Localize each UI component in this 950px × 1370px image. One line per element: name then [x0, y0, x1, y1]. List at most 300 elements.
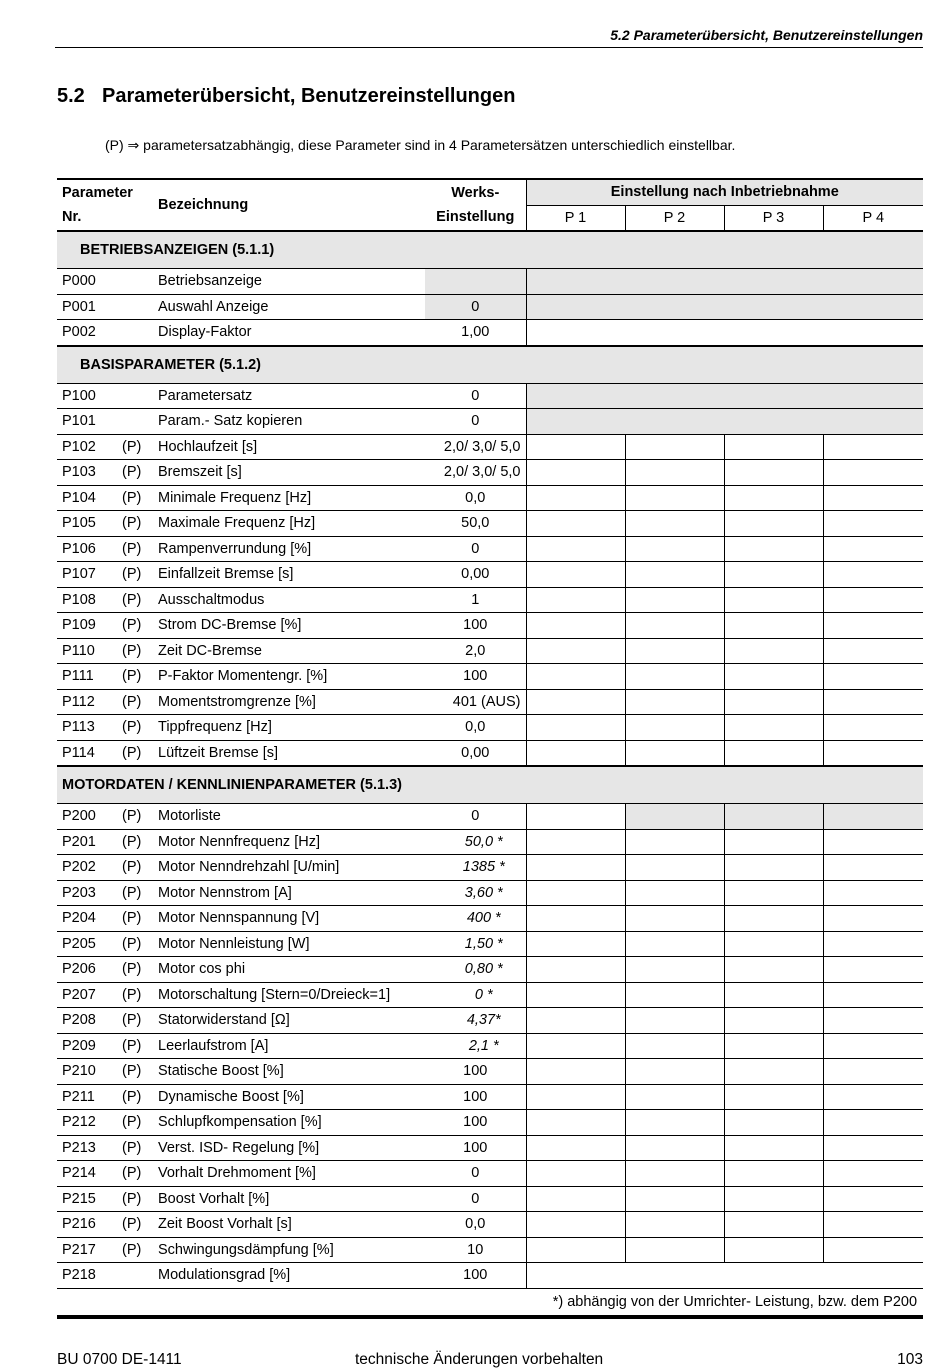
factory-setting: 100 [425, 1110, 526, 1136]
parameter-set-flag: (P) [117, 1212, 153, 1238]
user-setting-p1 [526, 613, 625, 639]
factory-setting: 1 [425, 587, 526, 613]
table-row [57, 689, 923, 715]
user-setting-p4 [823, 982, 923, 1008]
parameter-number: P201 [57, 829, 117, 855]
user-setting-p4 [823, 1186, 923, 1212]
parameter-name: Verst. ISD- Regelung [%] [153, 1135, 425, 1161]
factory-setting: 0 [425, 1161, 526, 1187]
header-set-p3: P 3 [724, 205, 823, 231]
table-row [57, 587, 923, 613]
user-setting-p2 [625, 804, 724, 830]
user-setting-p1 [526, 1186, 625, 1212]
user-setting-p3 [724, 460, 823, 486]
parameter-set-flag: (P) [117, 460, 153, 486]
parameter-name: Motorliste [153, 804, 425, 830]
table-row [57, 1110, 923, 1136]
parameter-number: P101 [57, 409, 117, 435]
user-setting-p1 [526, 664, 625, 690]
table-row [57, 880, 923, 906]
footnote: *) abhängig von der Umrichter- Leistung, bzw. dem P200 [57, 1288, 923, 1317]
factory-setting: 100 [425, 664, 526, 690]
parameter-name: Schlupfkompensation [%] [153, 1110, 425, 1136]
parameter-set-flag: (P) [117, 740, 153, 766]
parameter-number: P100 [57, 383, 117, 409]
parameter-set-flag [117, 294, 153, 320]
table-row [57, 982, 923, 1008]
parameter-name: Motor Nennspannung [V] [153, 906, 425, 932]
user-setting-p4 [823, 906, 923, 932]
parameter-set-flag [117, 320, 153, 346]
user-setting-p3 [724, 1084, 823, 1110]
user-setting-p3 [724, 804, 823, 830]
parameter-set-flag: (P) [117, 715, 153, 741]
user-setting-p2 [625, 460, 724, 486]
user-setting-p3 [724, 638, 823, 664]
parameter-number: P114 [57, 740, 117, 766]
user-setting-p4 [823, 1212, 923, 1238]
table-row [57, 1263, 923, 1289]
parameter-set-flag: (P) [117, 562, 153, 588]
parameter-set-flag: (P) [117, 1161, 153, 1187]
factory-setting: 0 [425, 409, 526, 435]
factory-setting: 100 [425, 1135, 526, 1161]
factory-setting: 0 [425, 536, 526, 562]
parameter-set-flag [117, 1263, 153, 1289]
factory-setting: 0 [425, 804, 526, 830]
table-row [57, 1033, 923, 1059]
user-setting-p1 [526, 957, 625, 983]
table-row [57, 269, 923, 295]
parameter-set-flag: (P) [117, 855, 153, 881]
user-setting-cells [526, 269, 923, 295]
header-bezeichnung: Bezeichnung [153, 179, 425, 231]
user-setting-p2 [625, 1237, 724, 1263]
factory-setting: 0,80 * [425, 957, 526, 983]
section-row [57, 766, 923, 804]
parameter-name: Zeit DC-Bremse [153, 638, 425, 664]
user-setting-p1 [526, 855, 625, 881]
parameter-number: P002 [57, 320, 117, 346]
user-setting-p1 [526, 536, 625, 562]
table-row [57, 855, 923, 881]
user-setting-p4 [823, 855, 923, 881]
footnote-row [57, 1288, 923, 1317]
parameter-name: Maximale Frequenz [Hz] [153, 511, 425, 537]
factory-setting [425, 269, 526, 295]
user-setting-p3 [724, 1186, 823, 1212]
running-header: 5.2 Parameterübersicht, Benutzereinstellungen [610, 27, 923, 43]
parameter-set-flag [117, 409, 153, 435]
user-setting-p2 [625, 536, 724, 562]
parameter-number: P109 [57, 613, 117, 639]
parameter-name: Einfallzeit Bremse [s] [153, 562, 425, 588]
parameter-table [57, 178, 923, 1319]
user-setting-p2 [625, 562, 724, 588]
parameter-number: P203 [57, 880, 117, 906]
user-setting-p2 [625, 1135, 724, 1161]
user-setting-p1 [526, 511, 625, 537]
parameter-set-flag: (P) [117, 485, 153, 511]
parameter-set-flag: (P) [117, 1008, 153, 1034]
user-setting-p3 [724, 536, 823, 562]
parameter-set-flag [117, 383, 153, 409]
user-setting-p3 [724, 957, 823, 983]
factory-setting: 3,60 * [425, 880, 526, 906]
footer-notice: technische Änderungen vorbehalten [355, 1351, 604, 1368]
parameter-set-flag: (P) [117, 587, 153, 613]
user-setting-p1 [526, 740, 625, 766]
user-setting-p4 [823, 715, 923, 741]
user-setting-p1 [526, 1237, 625, 1263]
parameter-number: P001 [57, 294, 117, 320]
user-setting-p2 [625, 715, 724, 741]
factory-setting: 1385 * [425, 855, 526, 881]
user-setting-p2 [625, 689, 724, 715]
factory-setting: 2,0 [425, 638, 526, 664]
factory-setting: 10 [425, 1237, 526, 1263]
parameter-number: P207 [57, 982, 117, 1008]
user-setting-p2 [625, 485, 724, 511]
parameter-number: P205 [57, 931, 117, 957]
parameter-number: P204 [57, 906, 117, 932]
table-row [57, 740, 923, 766]
parameter-number: P215 [57, 1186, 117, 1212]
user-setting-p3 [724, 1059, 823, 1085]
parameter-number: P214 [57, 1161, 117, 1187]
section-row [57, 346, 923, 384]
user-setting-p4 [823, 562, 923, 588]
parameter-set-flag: (P) [117, 1084, 153, 1110]
factory-setting: 400 * [425, 906, 526, 932]
table-row [57, 1008, 923, 1034]
user-setting-p2 [625, 1212, 724, 1238]
parameter-set-flag: (P) [117, 434, 153, 460]
parameter-name: P-Faktor Momentengr. [%] [153, 664, 425, 690]
parameter-number: P200 [57, 804, 117, 830]
table-header-row [57, 179, 923, 205]
parameter-name: Statorwiderstand [Ω] [153, 1008, 425, 1034]
factory-setting: 1,50 * [425, 931, 526, 957]
table-row [57, 664, 923, 690]
header-set-p2: P 2 [625, 205, 724, 231]
user-setting-p2 [625, 1059, 724, 1085]
user-setting-p4 [823, 460, 923, 486]
user-setting-p4 [823, 689, 923, 715]
user-setting-p4 [823, 740, 923, 766]
parameter-set-flag: (P) [117, 1237, 153, 1263]
user-setting-p1 [526, 1084, 625, 1110]
table-row [57, 409, 923, 435]
section-heading: MOTORDATEN / KENNLINIENPARAMETER (5.1.3) [57, 766, 923, 804]
parameter-number: P112 [57, 689, 117, 715]
table-row [57, 931, 923, 957]
user-setting-p4 [823, 587, 923, 613]
user-setting-p2 [625, 906, 724, 932]
parameter-name: Hochlaufzeit [s] [153, 434, 425, 460]
user-setting-p1 [526, 1033, 625, 1059]
table-row [57, 1059, 923, 1085]
section-row [57, 231, 923, 269]
parameter-name: Motor Nenndrehzahl [U/min] [153, 855, 425, 881]
parameter-set-flag: (P) [117, 804, 153, 830]
user-setting-p2 [625, 1033, 724, 1059]
user-setting-p4 [823, 957, 923, 983]
factory-setting: 0,0 [425, 1212, 526, 1238]
user-setting-cells [526, 383, 923, 409]
user-setting-p2 [625, 1161, 724, 1187]
footer-document-id: BU 0700 DE-1411 [57, 1351, 182, 1368]
factory-setting: 2,1 * [425, 1033, 526, 1059]
parameter-name: Bremszeit [s] [153, 460, 425, 486]
factory-setting: 100 [425, 1084, 526, 1110]
parameter-number: P111 [57, 664, 117, 690]
user-setting-p1 [526, 829, 625, 855]
user-setting-p3 [724, 1135, 823, 1161]
parameter-number: P216 [57, 1212, 117, 1238]
user-setting-p3 [724, 740, 823, 766]
user-setting-p2 [625, 613, 724, 639]
user-setting-p2 [625, 829, 724, 855]
section-title-text: Parameterübersicht, Benutzereinstellungen [102, 85, 516, 107]
user-setting-p4 [823, 434, 923, 460]
factory-setting: 4,37* [425, 1008, 526, 1034]
user-setting-p1 [526, 804, 625, 830]
factory-setting: 0 * [425, 982, 526, 1008]
table-row [57, 511, 923, 537]
header-set-p4: P 4 [823, 205, 923, 231]
user-setting-p3 [724, 664, 823, 690]
factory-setting: 0,00 [425, 740, 526, 766]
user-setting-p4 [823, 1161, 923, 1187]
user-setting-p3 [724, 715, 823, 741]
factory-setting: 2,0/ 3,0/ 5,0 [425, 434, 526, 460]
factory-setting: 401 (AUS) [425, 689, 526, 715]
user-setting-p4 [823, 664, 923, 690]
user-setting-p3 [724, 982, 823, 1008]
parameter-set-flag: (P) [117, 829, 153, 855]
parameter-name: Motor cos phi [153, 957, 425, 983]
user-setting-p3 [724, 434, 823, 460]
parameter-name: Leerlaufstrom [A] [153, 1033, 425, 1059]
user-setting-p1 [526, 689, 625, 715]
parameter-set-flag: (P) [117, 1033, 153, 1059]
factory-setting: 0,0 [425, 715, 526, 741]
user-setting-p2 [625, 1186, 724, 1212]
factory-setting: 0,0 [425, 485, 526, 511]
table-row [57, 715, 923, 741]
table-row [57, 562, 923, 588]
parameter-name: Tippfrequenz [Hz] [153, 715, 425, 741]
parameter-set-flag: (P) [117, 511, 153, 537]
parameter-number: P208 [57, 1008, 117, 1034]
parameter-name: Modulationsgrad [%] [153, 1263, 425, 1289]
parameter-name: Boost Vorhalt [%] [153, 1186, 425, 1212]
user-setting-p2 [625, 931, 724, 957]
user-setting-p4 [823, 829, 923, 855]
section-title [57, 85, 515, 108]
factory-setting: 2,0/ 3,0/ 5,0 [425, 460, 526, 486]
user-setting-p4 [823, 613, 923, 639]
parameter-number: P108 [57, 587, 117, 613]
user-setting-p1 [526, 715, 625, 741]
parameter-name: Motor Nennleistung [W] [153, 931, 425, 957]
parameter-set-flag: (P) [117, 1110, 153, 1136]
parameter-name: Betriebsanzeige [153, 269, 425, 295]
parameter-name: Param.- Satz kopieren [153, 409, 425, 435]
user-setting-p4 [823, 931, 923, 957]
factory-setting: 0 [425, 383, 526, 409]
user-setting-p2 [625, 638, 724, 664]
user-setting-p1 [526, 434, 625, 460]
user-setting-p3 [724, 931, 823, 957]
factory-setting: 50,0 [425, 511, 526, 537]
header-einstellung: Einstellung nach Inbetriebnahme [526, 179, 923, 205]
user-setting-p2 [625, 1110, 724, 1136]
parameter-set-flag: (P) [117, 1059, 153, 1085]
factory-setting: 0,00 [425, 562, 526, 588]
table-row [57, 485, 923, 511]
table-row [57, 383, 923, 409]
user-setting-p4 [823, 1059, 923, 1085]
parameter-name: Motor Nennstrom [A] [153, 880, 425, 906]
parameter-number: P105 [57, 511, 117, 537]
user-setting-p2 [625, 880, 724, 906]
parameter-name: Display-Faktor [153, 320, 425, 346]
user-setting-p3 [724, 1161, 823, 1187]
parameter-name: Parametersatz [153, 383, 425, 409]
table-row [57, 957, 923, 983]
table-row [57, 1161, 923, 1187]
parameter-number: P113 [57, 715, 117, 741]
user-setting-p3 [724, 1008, 823, 1034]
user-setting-p4 [823, 638, 923, 664]
user-setting-p3 [724, 880, 823, 906]
user-setting-p3 [724, 1110, 823, 1136]
parameter-set-flag: (P) [117, 1186, 153, 1212]
user-setting-p3 [724, 689, 823, 715]
parameter-set-flag: (P) [117, 664, 153, 690]
user-setting-p4 [823, 511, 923, 537]
parameter-name: Rampenverrundung [%] [153, 536, 425, 562]
user-setting-p4 [823, 804, 923, 830]
section-number: 5.2 [57, 85, 85, 107]
user-setting-cells [526, 294, 923, 320]
parameter-name: Auswahl Anzeige [153, 294, 425, 320]
table-row [57, 906, 923, 932]
parameter-set-note: (P) ⇒ parametersatzabhängig, diese Parameter sind in 4 Parametersätzen unterschiedlich einstellbar. [105, 137, 736, 153]
parameter-number: P211 [57, 1084, 117, 1110]
parameter-set-flag: (P) [117, 613, 153, 639]
table-row [57, 1084, 923, 1110]
user-setting-p1 [526, 562, 625, 588]
user-setting-cells [526, 409, 923, 435]
table-body [57, 231, 923, 1317]
parameter-set-flag: (P) [117, 880, 153, 906]
table-row [57, 1212, 923, 1238]
parameter-name: Ausschaltmodus [153, 587, 425, 613]
user-setting-p4 [823, 1008, 923, 1034]
parameter-number: P213 [57, 1135, 117, 1161]
parameter-name: Momentstromgrenze [%] [153, 689, 425, 715]
user-setting-p4 [823, 1135, 923, 1161]
table-row [57, 434, 923, 460]
user-setting-p3 [724, 587, 823, 613]
parameter-set-flag [117, 269, 153, 295]
user-setting-p1 [526, 485, 625, 511]
parameter-set-flag: (P) [117, 638, 153, 664]
factory-setting: 100 [425, 613, 526, 639]
user-setting-p1 [526, 638, 625, 664]
user-setting-p3 [724, 829, 823, 855]
user-setting-p2 [625, 434, 724, 460]
parameter-name: Motor Nennfrequenz [Hz] [153, 829, 425, 855]
user-setting-cells [526, 1263, 923, 1289]
parameter-set-flag: (P) [117, 957, 153, 983]
user-setting-p2 [625, 1008, 724, 1034]
user-setting-p2 [625, 982, 724, 1008]
table-row [57, 294, 923, 320]
parameter-number: P217 [57, 1237, 117, 1263]
table-row [57, 460, 923, 486]
user-setting-p2 [625, 957, 724, 983]
table-row [57, 638, 923, 664]
user-setting-p3 [724, 511, 823, 537]
user-setting-p2 [625, 855, 724, 881]
user-setting-p1 [526, 460, 625, 486]
user-setting-p3 [724, 613, 823, 639]
user-setting-p1 [526, 1135, 625, 1161]
parameter-number: P000 [57, 269, 117, 295]
factory-setting: 1,00 [425, 320, 526, 346]
user-setting-p1 [526, 880, 625, 906]
user-setting-p2 [625, 1084, 724, 1110]
parameter-number: P102 [57, 434, 117, 460]
user-setting-p3 [724, 855, 823, 881]
user-setting-p3 [724, 1237, 823, 1263]
parameter-name: Zeit Boost Vorhalt [s] [153, 1212, 425, 1238]
parameter-set-flag: (P) [117, 906, 153, 932]
parameter-set-flag: (P) [117, 536, 153, 562]
header-werkseinstellung: Werks- Einstellung [425, 179, 526, 231]
user-setting-p1 [526, 587, 625, 613]
parameter-number: P209 [57, 1033, 117, 1059]
parameter-name: Lüftzeit Bremse [s] [153, 740, 425, 766]
parameter-number: P202 [57, 855, 117, 881]
parameter-number: P103 [57, 460, 117, 486]
footer-page-number: 103 [897, 1351, 923, 1368]
factory-setting: 0 [425, 1186, 526, 1212]
user-setting-p3 [724, 906, 823, 932]
parameter-number: P107 [57, 562, 117, 588]
user-setting-cells [526, 320, 923, 346]
factory-setting: 100 [425, 1263, 526, 1289]
user-setting-p4 [823, 1110, 923, 1136]
table-row [57, 536, 923, 562]
user-setting-p4 [823, 536, 923, 562]
user-setting-p4 [823, 1237, 923, 1263]
user-setting-p1 [526, 1110, 625, 1136]
parameter-name: Dynamische Boost [%] [153, 1084, 425, 1110]
parameter-number: P206 [57, 957, 117, 983]
parameter-name: Vorhalt Drehmoment [%] [153, 1161, 425, 1187]
factory-setting: 0 [425, 294, 526, 320]
user-setting-p1 [526, 982, 625, 1008]
user-setting-p1 [526, 906, 625, 932]
user-setting-p4 [823, 485, 923, 511]
factory-setting: 100 [425, 1059, 526, 1085]
parameter-name: Motorschaltung [Stern=0/Dreieck=1] [153, 982, 425, 1008]
